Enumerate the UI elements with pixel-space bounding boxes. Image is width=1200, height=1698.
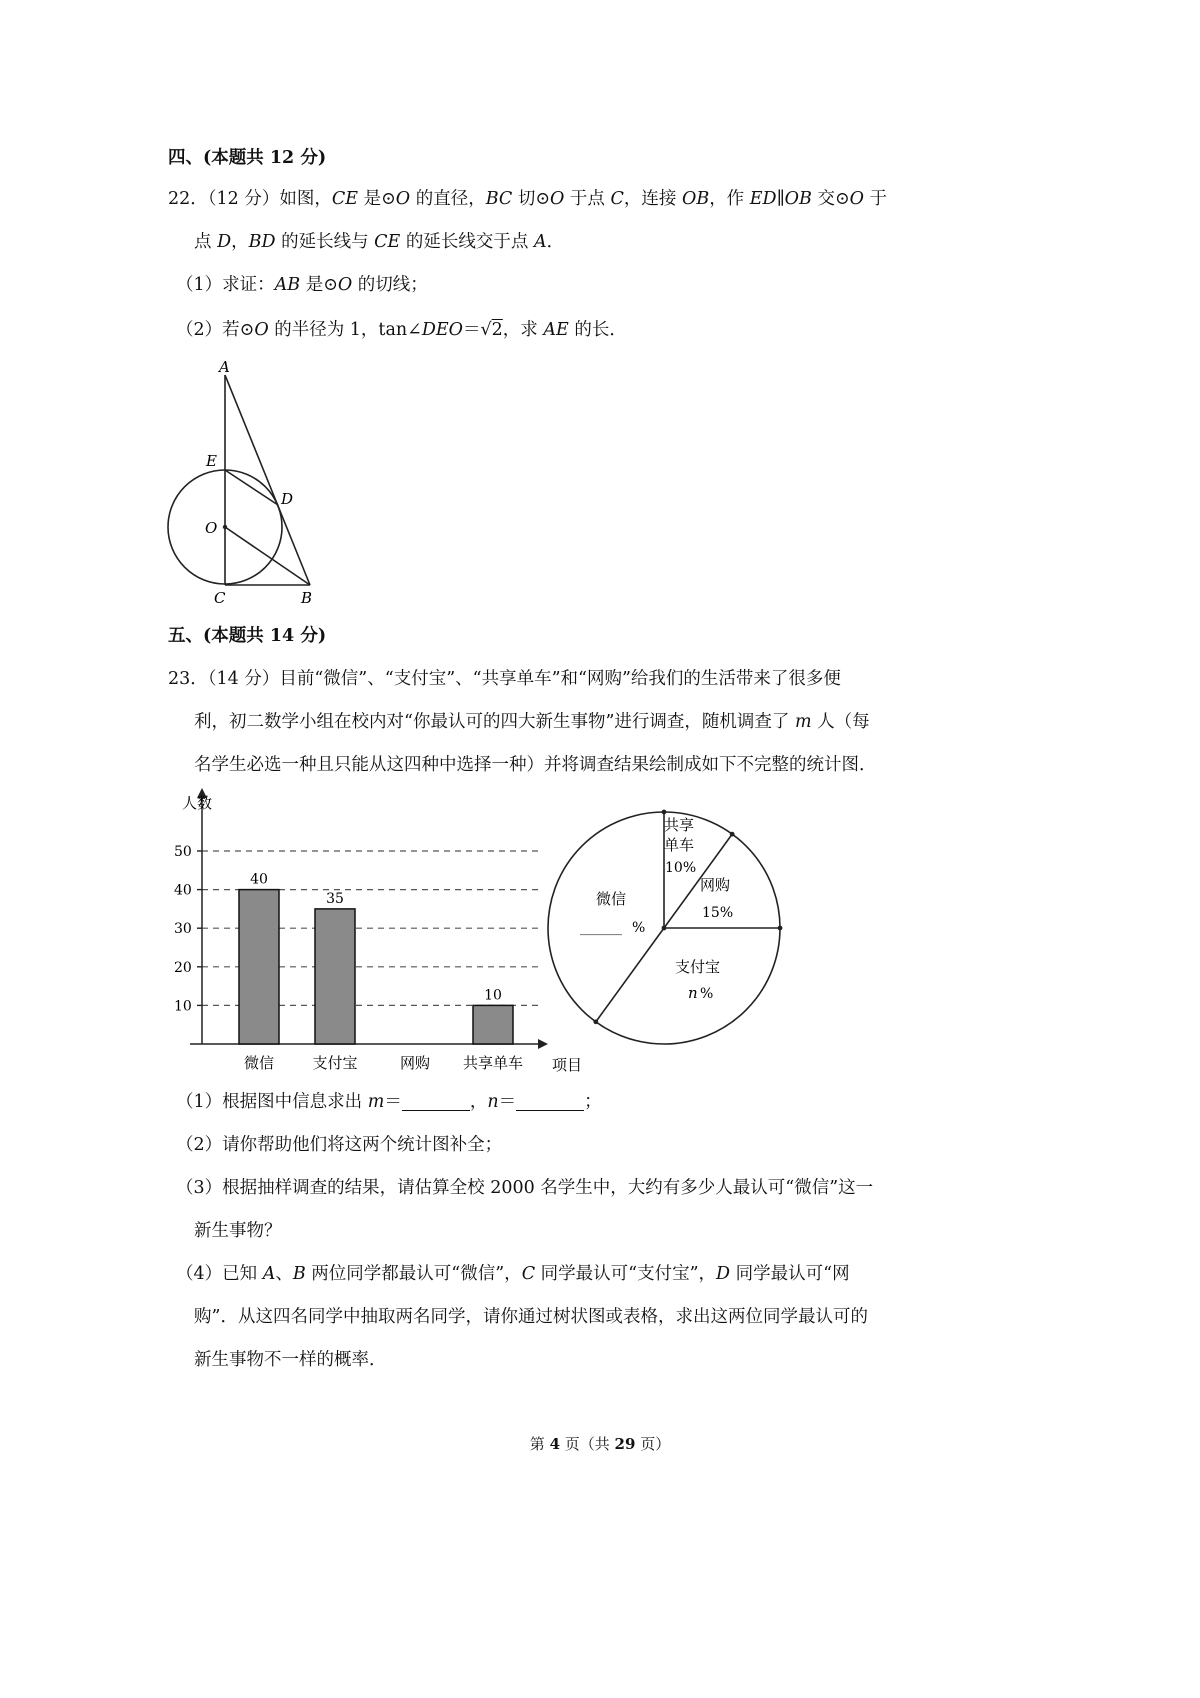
bar-data-label: 10 — [484, 987, 502, 1004]
q23-sub1 — [176, 1090, 602, 1114]
q22-text: 的长． — [568, 320, 627, 340]
bar-chart — [160, 782, 600, 1082]
pie-value-alipay-n: n — [688, 984, 698, 1002]
label-c: C — [214, 589, 226, 607]
q23-text: 同学最认可“支付宝”， — [535, 1264, 717, 1284]
q22-var: A — [533, 232, 547, 252]
pie-value-shopping: 15% — [702, 905, 734, 921]
q22-text: ，连接 — [623, 189, 682, 209]
answer-blank-n[interactable] — [516, 1092, 584, 1111]
q22-radicand: 2 — [491, 320, 503, 340]
q23-sub4-line2: 购”．从这四名同学中抽取两名同学，请你通过树状图或表格，求出这两位同学最认可的 — [194, 1307, 868, 1327]
pie-radius — [596, 928, 664, 1022]
y-tick-label: 20 — [174, 959, 192, 976]
q23-text: 两位同学都最认可“微信”， — [305, 1264, 522, 1284]
q22-var: OB — [681, 189, 710, 209]
q22-text: （2）若⊙ — [176, 320, 255, 340]
pie-radius-dot — [778, 926, 783, 931]
pie-radius-dot — [662, 810, 667, 815]
pie-chart — [540, 808, 790, 1058]
q22-var: OB — [784, 189, 812, 209]
q22-var: O — [254, 320, 269, 340]
x-tick-label: 支付宝 — [312, 1054, 358, 1072]
q22-text: ， — [231, 232, 249, 252]
q23-var: B — [292, 1264, 306, 1284]
q22-var: AB — [274, 275, 301, 295]
footer-page-number: 4 — [549, 1435, 560, 1453]
page-footer — [0, 1432, 1200, 1456]
q22-var: CE — [331, 189, 359, 209]
q23-line2 — [194, 710, 870, 734]
q23-var: m — [794, 712, 812, 732]
pie-label-bike-2: 单车 — [664, 836, 695, 854]
sqrt-sign: √ — [480, 320, 492, 340]
pie-radius-dot — [593, 1019, 598, 1024]
q22-text: ，求 — [502, 320, 544, 340]
y-tick-label: 40 — [174, 882, 192, 899]
footer-text: 页（共 — [560, 1435, 615, 1453]
q22-var: O — [849, 189, 864, 209]
q22-text: 的直径， — [410, 189, 486, 209]
bar — [473, 1005, 513, 1044]
q23-line1: 23．（14 分）目前“微信”、“支付宝”、“共享单车”和“网购”给我们的生活带来了很多便 — [168, 669, 841, 689]
q23-var-m: m — [367, 1092, 385, 1112]
q23-text: ＝ — [384, 1092, 402, 1112]
center-dot — [223, 525, 227, 529]
q23-text: 同学最认可“网 — [730, 1264, 850, 1284]
q23-sub3-line2: 新生事物？ — [194, 1221, 282, 1241]
q22-text: 切⊙ — [512, 189, 550, 209]
pie-value-bike: 10% — [665, 860, 697, 876]
q22-text: ，作 — [709, 189, 750, 209]
q22-var: O — [337, 275, 353, 295]
q22-text: 22．（12 分）如图， — [168, 189, 332, 209]
q22-text: （1）求证： — [176, 275, 275, 295]
q23-line3: 名学生必选一种且只能从这四种中选择一种）并将调查结果绘制成如下不完整的统计图． — [194, 755, 877, 775]
line-ab — [225, 375, 310, 585]
q22-text: 的延长线交于点 — [400, 232, 534, 252]
y-axis-label: 人数 — [182, 794, 213, 812]
bar — [239, 890, 279, 1044]
q23-text: 人（每 — [811, 712, 870, 732]
pie-label-shopping: 网购 — [700, 876, 731, 894]
q22-text: 是⊙ — [300, 275, 338, 295]
bar-data-label: 35 — [326, 890, 344, 907]
q22-sub1 — [176, 273, 428, 297]
q23-var-n: n — [487, 1092, 499, 1112]
q22-text: 于点 — [564, 189, 611, 209]
q23-var: D — [716, 1264, 731, 1284]
x-tick-label: 共享单车 — [462, 1054, 524, 1072]
q22-text: 是⊙ — [358, 189, 396, 209]
q22-text: 的半径为 1，tan∠ — [268, 320, 422, 340]
q22-var: D — [217, 232, 232, 252]
section-4-heading: 四、(本题共 12 分) — [168, 148, 327, 168]
pie-value-wechat-pct: % — [632, 920, 646, 936]
q23-var: A — [262, 1264, 276, 1284]
y-tick-label: 50 — [174, 844, 192, 860]
q22-var: CE — [374, 232, 401, 252]
pie-label-alipay: 支付宝 — [675, 958, 721, 976]
y-tick-label: 10 — [174, 998, 192, 1015]
q22-var: AE — [543, 320, 569, 340]
q22-text: 交⊙ — [811, 189, 850, 209]
q23-sub3-line1: （3）根据抽样调查的结果，请估算全校 2000 名学生中，大约有多少人最认可“微信”这一 — [176, 1178, 874, 1198]
q22-var: C — [610, 189, 624, 209]
q22-text: 点 — [194, 232, 218, 252]
q23-text: ； — [584, 1092, 602, 1112]
q23-text: ＝ — [498, 1092, 517, 1112]
bar — [315, 909, 355, 1044]
q23-text: （1）根据图中信息求出 — [176, 1092, 368, 1112]
q22-var: DEO — [421, 320, 463, 340]
q22-text: ． — [546, 232, 565, 252]
q22-var: O — [395, 189, 411, 209]
q23-sub4-line1 — [176, 1262, 850, 1286]
q22-var: O — [550, 189, 565, 209]
pie-label-bike-1: 共享 — [664, 816, 695, 834]
q22-var: BD — [248, 232, 276, 252]
pie-value-wechat-blank: ______ — [580, 920, 622, 936]
label-a: A — [219, 358, 230, 376]
q23-text: ， — [469, 1092, 488, 1112]
geometry-figure — [150, 352, 350, 610]
label-e: E — [206, 452, 217, 470]
q22-var: BC — [485, 189, 513, 209]
y-tick-label: 30 — [174, 921, 192, 938]
footer-text: 第 — [529, 1435, 550, 1453]
q23-var: C — [521, 1264, 536, 1284]
pie-radius-dot — [730, 832, 735, 837]
q23-text: （4）已知 — [176, 1264, 263, 1284]
bar-marks — [239, 872, 523, 1072]
label-d: D — [281, 490, 294, 508]
q23-sub2: （2）请你帮助他们将这两个统计图补全； — [176, 1135, 503, 1155]
q23-text: 利，初二数学小组在校内对“你最认可的四大新生事物”进行调查，随机调查了 — [194, 712, 795, 732]
q22-line1 — [168, 187, 887, 211]
label-o: O — [205, 519, 218, 537]
bar-data-label: 40 — [250, 871, 268, 888]
q23-text: 、 — [275, 1264, 293, 1284]
q22-sub2 — [176, 318, 627, 342]
q22-text: 的切线； — [352, 275, 428, 295]
x-axis-label: 项目 — [552, 1056, 583, 1074]
x-tick-label: 网购 — [399, 1054, 431, 1072]
answer-blank-m[interactable] — [402, 1092, 470, 1111]
q22-var: ED — [749, 189, 777, 209]
q22-line2 — [194, 230, 564, 254]
footer-total-pages: 29 — [614, 1435, 636, 1453]
q23-sub4-line3: 新生事物不一样的概率． — [194, 1350, 387, 1370]
q22-text: ＝ — [463, 320, 481, 340]
q22-text: ∥ — [776, 189, 785, 209]
q22-text: 于 — [863, 189, 888, 209]
pie-center-dot — [662, 926, 667, 931]
x-tick-label: 微信 — [243, 1054, 275, 1072]
footer-text: 页） — [635, 1435, 671, 1453]
pie-label-wechat: 微信 — [596, 890, 627, 908]
section-5-heading: 五、(本题共 14 分) — [168, 626, 327, 646]
label-b: B — [301, 589, 313, 607]
line-ob — [225, 527, 310, 585]
q22-text: 的延长线与 — [275, 232, 375, 252]
pie-value-alipay-pct: % — [700, 986, 714, 1002]
